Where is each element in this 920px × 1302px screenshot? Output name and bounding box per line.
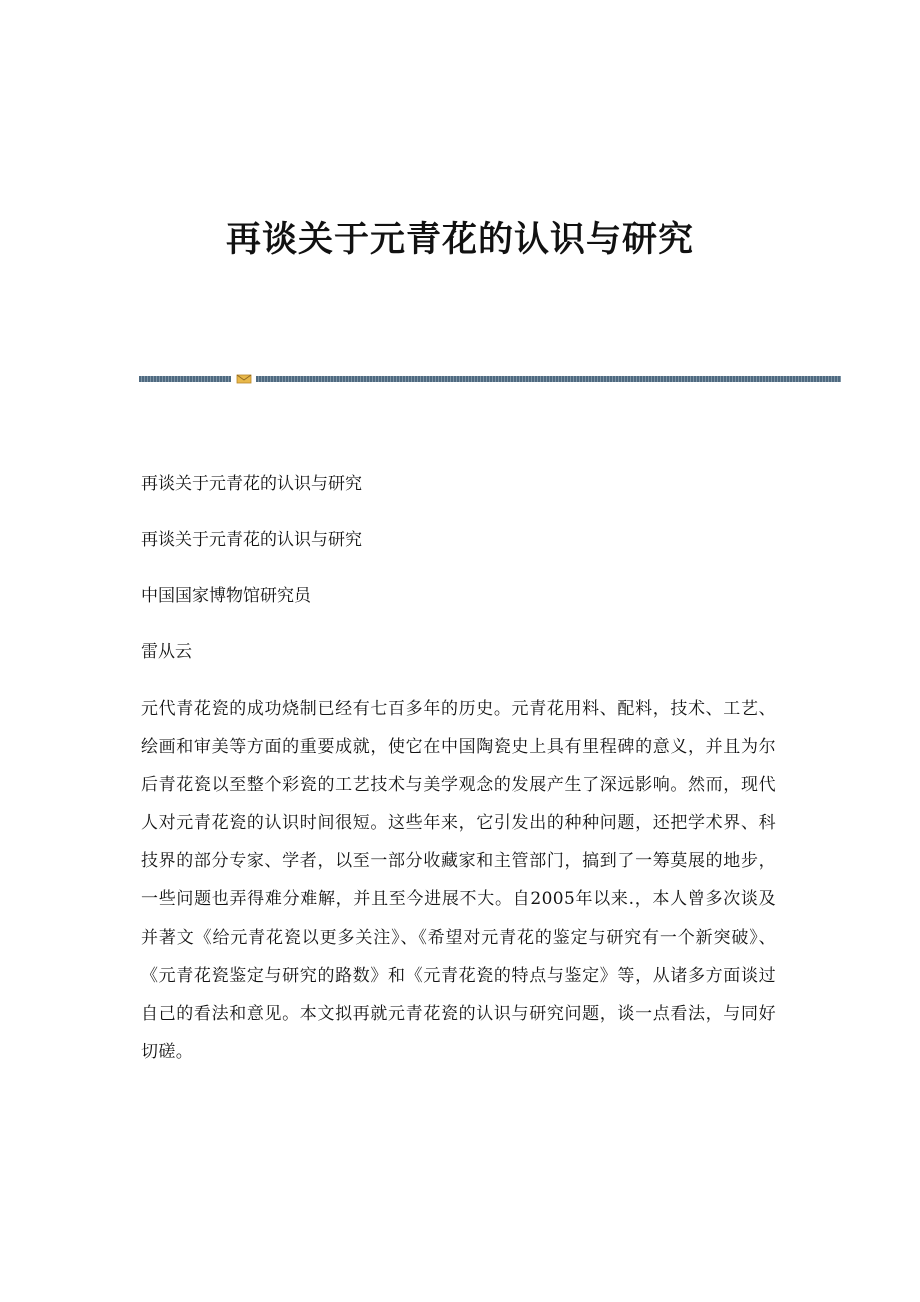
repeated-title-line: 再谈关于元青花的认识与研究 <box>141 474 362 494</box>
divider-left-bar <box>139 376 231 382</box>
subtitle-line: 再谈关于元青花的认识与研究 <box>141 530 362 550</box>
envelope-ornament-icon <box>236 373 252 385</box>
author-affiliation: 中国国家博物馆研究员 <box>141 586 311 606</box>
body-paragraph: 元代青花瓷的成功烧制已经有七百多年的历史。元青花用料、配料，技术、工艺、绘画和审美等方面的重要成就，使它在中国陶瓷史上具有里程碑的意义，并且为尔后青花瓷以至整个彩瓷的工艺技术与美学观念的发展产生了深远影响。然而，现代人对元青花瓷的认识时间很短。这些年来，它引发出的种种问题，还把学术界、科技界的部分专家、学者，以至一部分收藏家和主管部门，搞到了一筹莫展的地步，一些问题也弄得难分难解，并且至今进展不大。自2005年以来.，本人曾多次谈及并著文《给元青花瓷以更多关注》、《希望对元青花的鉴定与研究有一个新突破》、《元青花瓷鉴定与研究的路数》和《元青花瓷的特点与鉴定》等，从诸多方面谈过自己的看法和意见。本文拟再就元青花瓷的认识与研究问题，谈一点看法，与同好切磋。 <box>141 699 776 1062</box>
title-divider <box>139 373 841 385</box>
page-title: 再谈关于元青花的认识与研究 <box>225 219 694 260</box>
divider-right-bar <box>256 376 841 382</box>
author-name: 雷从云 <box>141 642 192 662</box>
document-body <box>141 466 776 1071</box>
